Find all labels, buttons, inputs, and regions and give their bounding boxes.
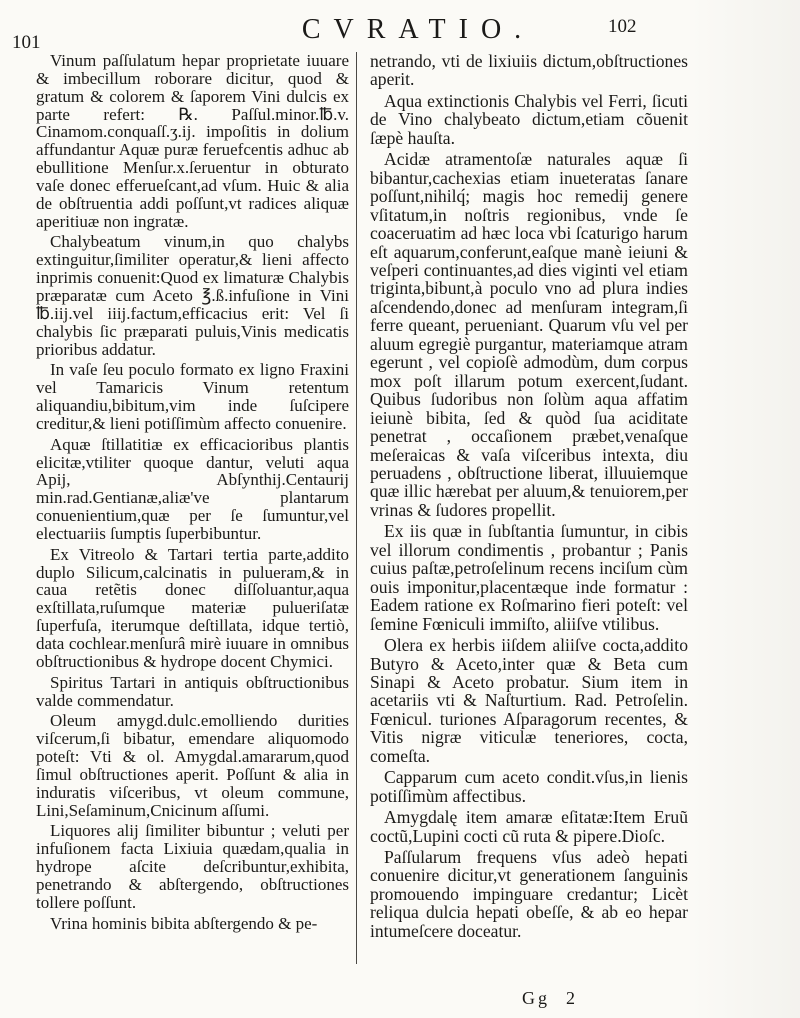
paragraph: Amygdalę item amaræ eſitatæ:Item Eruũ coctũ,Lupini cocti cũ ruta & pipere.Dioſc. — [370, 807, 688, 846]
signature-letters: Gg — [522, 988, 550, 1008]
paragraph: Chalybeatum vinum,in quo chalybs extinguitur,ſimiliter operatur,& lieni affecto inprimis conuenit:Quod ex limaturæ Chalybis præparatæ cum Aceto ℥.ß.infuſione in Vini ℔.iij.vel iiij.factum,efficacius erit: Vel ſi chalybis ſic præparati puluis,Vinis medicatis prioribus addatur. — [36, 232, 349, 359]
running-title: CVRATIO. — [301, 14, 535, 45]
signature-number: 2 — [566, 988, 575, 1008]
paragraph: Ex Vitreolo & Tartari tertia parte,addito duplo Silicum,calcinatis in pulueram,& in caua retẽtis donec diſſoluantur,aqua exſtillata,ruſumque materiæ pulueriſatæ ſuperfuſa, iterumque deſtillata, idque tertiò, data cochlear.menſurâ mirè iuuare in omnibus obſtructionibus & hydrope docent Chymici. — [36, 544, 349, 671]
paragraph: Spiritus Tartari in antiquis obſtructionibus valde commendatur. — [36, 672, 349, 710]
page-number-left: 101 — [12, 32, 41, 53]
paragraph: In vaſe ſeu poculo formato ex ligno Fraxini vel Tamaricis Vinum retentum aliquandiu,bibitum,vim inde ſuſcipere creditur,& lieni potiſſimùm affecto conuenire. — [36, 360, 349, 433]
paragraph: Ex iis quæ in ſubſtantia ſumuntur, in cibis vel illorum condimentis , probantur ; Panis cuius paſtæ,petroſelinum recens inciſum cùm ouis imponitur,placentæque inde formatur : Eadem ratione ex Roſmarino fieri poteſt: vel ſemine Fœniculi immiſto, aliiſve vtilibus. — [370, 521, 688, 634]
paragraph: Aqua extinctionis Chalybis vel Ferri, ſicuti de Vino chalybeato dictum,etiam cõuenit ſæpè hauſta. — [370, 90, 688, 148]
paragraph: Oleum amygd.dulc.emolliendo durities viſcerum,ſi bibatur, emendare aliquomodo poteſt: Vti & ol. Amygdal.amararum,quod ſimul obſtructiones aperit. Poſſunt & alia in induratis viſceribus, vt oleum commune, Lini,Seſaminum,Cnicinum aſſumi. — [36, 711, 349, 820]
paragraph: Vinum paſſulatum hepar proprietate iuuare & imbecillum roborare dicitur, quod & gratum & colorem & ſaporem Vini dulcis ex parte refert: ℞. Paſſul.minor.℔.v. Cinamom.conquaſſ.ʒ.ij. impoſitis in dolium affundantur Aquæ puræ feruefcentis adhuc ab ebullitione Menſur.x.ſeruentur in obturato vaſe donec efferueſcant,ad vſum. Huic & alia de obſtruentia addi poſſunt,vt radices aliquæ aperitiuæ non ingratæ. — [36, 51, 349, 231]
paragraph: Capparum cum aceto condit.vſus,in lienis potiſſimùm affectibus. — [370, 767, 688, 806]
running-head — [0, 14, 800, 53]
paragraph: Paſſularum frequens vſus adeò hepati conuenire dicitur,vt generationem ſanguinis promouendo impinguare credantur; Licèt reliqua dulcia hepati obeſſe, & ab eo hepar intumeſcere doceatur. — [370, 847, 688, 941]
signature-mark — [0, 988, 800, 1012]
paragraph: Liquores alij ſimiliter bibuntur ; veluti per infuſionem facta Lixiuia quædam,qualia in hydrope aſcite deſcribuntur,exhibita, penetrando & abſtergendo, obſtructiones tollere poſſunt. — [36, 821, 349, 912]
show-through-shade — [690, 0, 800, 1018]
paragraph: Acidæ atramentoſæ naturales aquæ ſi bibantur,cachexias etiam inueteratas ſanare poſſunt,nihilq́; magis hoc remedij genere vſitatum,in noſtris regionibus, vnde ſe coaceruatim ad hæc loca vbi ſcaturigo harum eſt aquarum,conferunt,eaſque manè ieiuni & veſperi continuantes,ad dies viginti vel etiam triginta,bibunt,à poculo vno ad plura indies aſcendendo,donec ad menſuram integram,ſi ferre queant, perueniant. Quarum vſu vel per aluum egregiè purgantur, materiamque atram egerunt , vel copioſè admodùm, dum corpus mox poſt illarum potum exercent,ſudant. Quibus ſudoribus non ſolùm aqua affatim ieiunè bibita, ſed & quòd ſua aciditate penetrat , occaſionem præbet,venaſque meſeraicas & vaſa viſceribus intexta, diu peruadens , obſtructione liberat, illuuiemque quæ illic hærebat per aluum,& tenuiorem,per vrinas & ſudores propellit. — [370, 149, 688, 520]
right-column — [370, 52, 688, 940]
page-number-right: 102 — [608, 16, 637, 37]
paragraph: Aquæ ſtillatitiæ ex efficacioribus plantis elicitæ,vtiliter quoque dantur, veluti aqua Apij, Abſynthij.Centaurij min.rad.Gentianæ,aliæ've plantarum conuenientium,quæ per ſe ſumuntur,vel electuariis ſumptis ſuperbibuntur. — [36, 434, 349, 543]
paragraph: Olera ex herbis iiſdem aliiſve cocta,addito Butyro & Aceto,inter quæ & Beta cum Sinapi & Aceto probatur. Sium item in acetariis vti & Naſturtium. Rad. Petroſelin. Fœnicul. turiones Aſparagorum recentes, & Vitis nigræ viticulæ teneriores, cocta, comeſta. — [370, 635, 688, 766]
paragraph: Vrina hominis bibita abſtergendo & pe- — [50, 913, 318, 933]
left-column — [36, 52, 349, 933]
paragraph: netrando, vti de lixiuiis dictum,obſtructiones aperit. — [370, 51, 688, 90]
column-divider — [356, 52, 357, 964]
